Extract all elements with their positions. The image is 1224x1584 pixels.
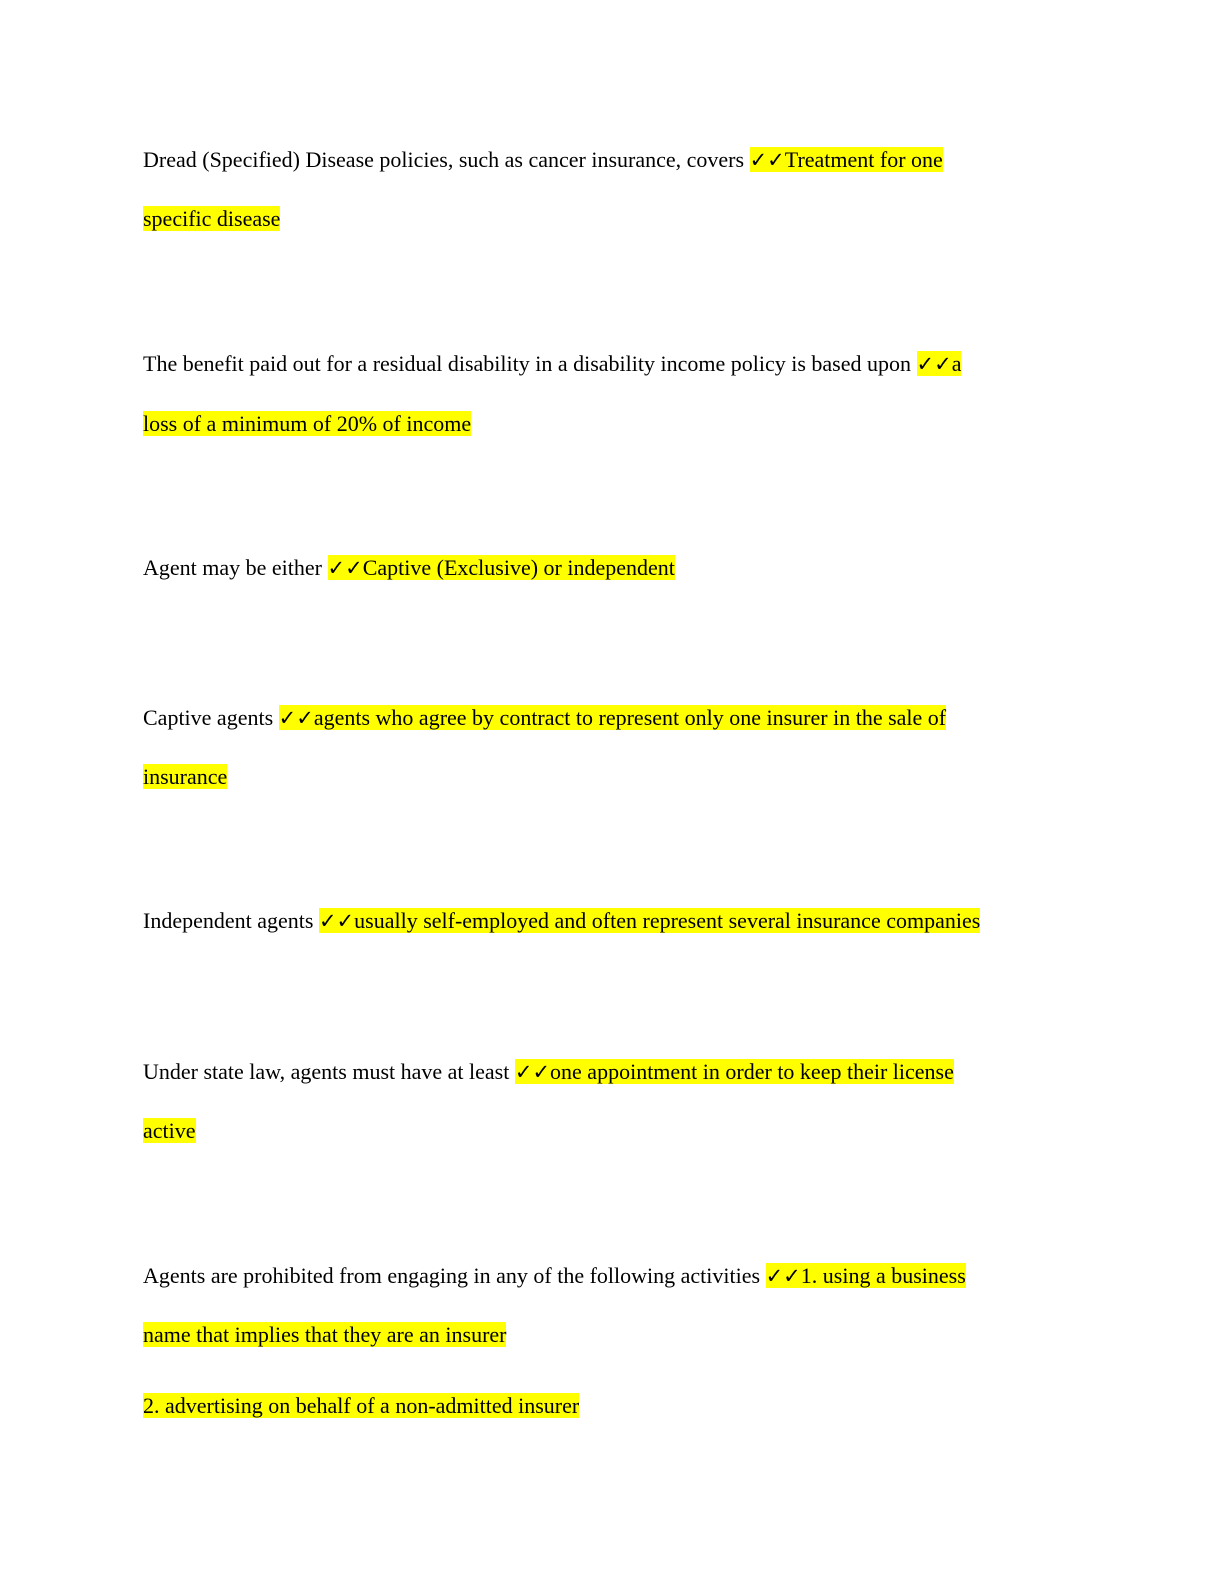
entry-4-answer-line-2: insurance [143,764,228,789]
entry-2-question: The benefit paid out for a residual disability in a disability income policy is based upon [143,351,911,376]
entry-4-line-2 [143,760,227,794]
entry-3-question: Agent may be either [143,555,322,580]
double-check-icon: ✓✓ [318,909,355,933]
entry-6-answer-line-2: active [143,1118,196,1143]
entry-7-line-2 [143,1318,506,1352]
entry-5-question: Independent agents [143,908,314,933]
double-check-icon: ✓✓ [327,556,363,580]
double-check-icon: ✓✓ [765,1264,801,1288]
entry-4-line-1 [143,701,946,735]
entry-2-answer-start [917,351,962,376]
double-check-icon: ✓✓ [916,352,952,376]
entry-6-line-1 [143,1055,954,1089]
double-check-icon: ✓✓ [749,148,785,172]
entry-7-line-3 [143,1389,579,1423]
entry-5-answer-line-1: usually self-employed and often represent several insurance companies [354,908,981,933]
entry-2-answer-line-2: loss of a minimum of 20% of income [143,411,472,436]
entry-4-answer-line-1: agents who agree by contract to represent only one insurer in the sale of [313,705,947,730]
entry-3-line-1 [143,551,675,585]
entry-7-answer-line-1: 1. using a business [800,1263,966,1288]
entry-1-line-2 [143,202,280,236]
entry-6-line-2 [143,1114,196,1148]
entry-2-line-1 [143,347,961,381]
entry-6-question: Under state law, agents must have at least [143,1059,510,1084]
entry-1-answer-start [750,147,943,172]
entry-1-question: Dread (Specified) Disease policies, such as cancer insurance, covers [143,147,745,172]
entry-4-answer-start [279,705,946,730]
entry-2-answer-line-1: a [951,351,962,376]
entry-3-answer-start [328,555,675,580]
entry-1-answer-line-2: specific disease [143,206,281,231]
entry-6-answer-line-1: one appointment in order to keep their license [550,1059,954,1084]
entry-3-answer-line-1: Captive (Exclusive) or independent [362,555,675,580]
entry-7-answer-line-3: 2. advertising on behalf of a non-admitted insurer [143,1393,580,1418]
entry-1-line-1 [143,143,943,177]
entry-7-line-1 [143,1259,966,1293]
entry-2-line-2 [143,407,471,441]
entry-5-answer-start [319,908,980,933]
entry-6-answer-start [515,1059,954,1084]
double-check-icon: ✓✓ [278,706,314,730]
entry-4-question: Captive agents [143,705,274,730]
entry-7-answer-line-2: name that implies that they are an insurer [143,1322,507,1347]
double-check-icon: ✓✓ [514,1060,551,1084]
entry-5-line-1 [143,904,980,938]
entry-1-answer-line-1: Treatment for one [784,147,943,172]
entry-7-answer-start [766,1263,966,1288]
entry-7-question: Agents are prohibited from engaging in any of the following activities [143,1263,761,1288]
